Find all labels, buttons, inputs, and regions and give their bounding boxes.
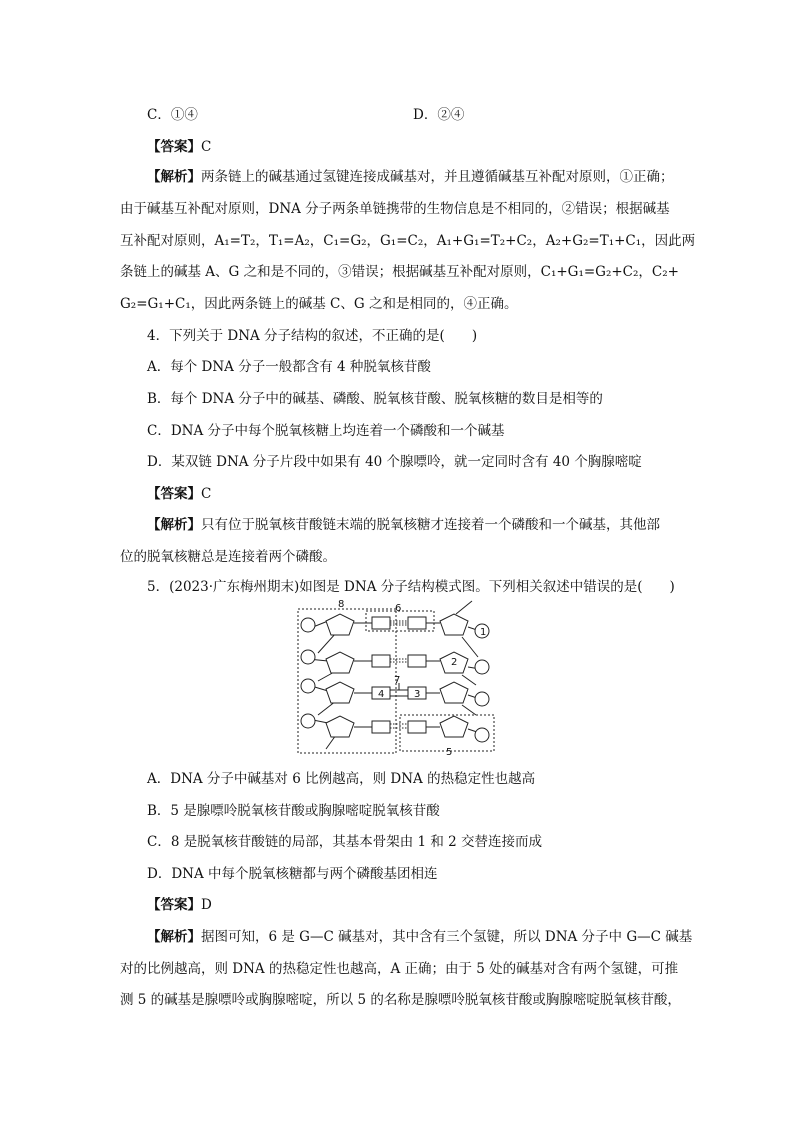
q5-stem: 5．(2023·广东梅州期末)如图是 DNA 分子结构模式图。下列相关叙述中错误的是( ) xyxy=(147,579,675,595)
label-7: 7 xyxy=(394,675,401,686)
analysis-text: 据图可知，6 是 G—C 碱基对，其中含有三个氢键，所以 DNA 分子中 G—C 碱基 xyxy=(201,929,693,945)
answer-tag: 【答案】 xyxy=(147,139,201,155)
answer-value: C xyxy=(201,139,212,155)
q4-analysis-line-1 xyxy=(147,516,660,534)
base-rect xyxy=(408,721,426,733)
label-2: 2 xyxy=(451,657,458,668)
q4-answer xyxy=(147,485,211,503)
phosphate-circle xyxy=(475,660,489,674)
q3-analysis-line-3: 互补配对原则，A₁=T₂，T₁=A₂，C₁=G₂，G₁=C₂，A₁+G₁=T₂+C₂，A₂+G₂=T₁+C₁，因此两 xyxy=(120,233,696,249)
q5-analysis-line-2: 对的比例越高，则 DNA 的热稳定性也越高，A 正确；由于 5 处的碱基对含有两个氢键，可推 xyxy=(120,961,679,977)
deoxyribose-pentagon xyxy=(440,682,468,703)
q3-analysis-line-2: 由于碱基互补配对原则，DNA 分子两条单链携带的生物信息是不相同的，②错误；根据碱基 xyxy=(120,201,670,217)
q5-option-d: D．DNA 中每个脱氧核糖都与两个磷酸基团相连 xyxy=(147,866,438,882)
phosphate-circle xyxy=(475,728,489,742)
answer-tag: 【答案】 xyxy=(147,486,201,502)
base-rect xyxy=(372,617,390,629)
answer-value: C xyxy=(201,486,212,502)
q5-analysis-line-3: 测 5 的碱基是腺嘌呤或胸腺嘧啶，所以 5 的名称是腺嘌呤脱氧核苷酸或胸腺嘧啶脱氧核苷酸， xyxy=(120,992,681,1008)
dna-structure-diagram xyxy=(296,597,496,757)
q4-option-a: A．每个 DNA 分子一般都含有 4 种脱氧核苷酸 xyxy=(147,359,431,375)
phosphate-circle xyxy=(301,618,315,632)
q3-option-d: D．②④ xyxy=(413,107,465,123)
label-8: 8 xyxy=(338,599,345,610)
q4-stem: 4．下列关于 DNA 分子结构的叙述，不正确的是( ) xyxy=(147,328,478,344)
phosphate-circle xyxy=(475,692,489,706)
deoxyribose-pentagon xyxy=(440,614,468,635)
phosphate-circle xyxy=(301,650,315,664)
q5-option-a: A．DNA 分子中碱基对 6 比例越高，则 DNA 的热稳定性也越高 xyxy=(147,771,536,787)
phosphate-circle xyxy=(301,679,315,693)
deoxyribose-pentagon xyxy=(326,682,354,703)
q3-analysis-line-1 xyxy=(147,168,674,186)
analysis-text: 只有位于脱氧核苷酸链末端的脱氧核糖才连接着一个磷酸和一个碱基，其他部 xyxy=(201,517,660,533)
q5-answer xyxy=(147,896,212,914)
deoxyribose-pentagon xyxy=(326,614,354,635)
q4-option-b: B．每个 DNA 分子中的碱基、磷酸、脱氧核苷酸、脱氧核糖的数目是相等的 xyxy=(147,391,603,407)
answer-value: D xyxy=(201,897,212,913)
answer-tag: 【答案】 xyxy=(147,897,201,913)
q3-analysis-line-4: 条链上的碱基 A、G 之和是不同的，③错误；根据碱基互补配对原则，C₁+G₁=G₂+C₂，C₂+ xyxy=(120,264,679,280)
analysis-tag: 【解析】 xyxy=(147,517,201,533)
label-1: 1 xyxy=(480,627,487,638)
q5-option-c: C．8 是脱氧核苷酸链的局部，其基本骨架由 1 和 2 交替连接而成 xyxy=(147,834,543,850)
q3-option-c: C．①④ xyxy=(147,107,198,123)
label-3: 3 xyxy=(414,689,421,700)
label-6: 6 xyxy=(395,603,402,614)
q4-option-c: C．DNA 分子中每个脱氧核糖上均连着一个磷酸和一个碱基 xyxy=(147,423,505,439)
base-rect xyxy=(372,655,390,667)
q3-answer xyxy=(147,138,211,156)
base-rect xyxy=(408,617,426,629)
label-4: 4 xyxy=(378,689,385,700)
phosphate-circle xyxy=(301,714,315,728)
analysis-tag: 【解析】 xyxy=(147,929,201,945)
analysis-tag: 【解析】 xyxy=(147,169,201,185)
label-5: 5 xyxy=(446,747,453,757)
analysis-text: 两条链上的碱基通过氢键连接成碱基对，并且遵循碱基互补配对原则，①正确； xyxy=(201,169,674,185)
q5-analysis-line-1 xyxy=(147,928,692,946)
deoxyribose-pentagon xyxy=(326,716,354,737)
q5-option-b: B．5 是腺嘌呤脱氧核苷酸或胸腺嘧啶脱氧核苷酸 xyxy=(147,803,440,819)
q4-analysis-line-2: 位的脱氧核糖总是连接着两个磷酸。 xyxy=(120,549,336,565)
deoxyribose-pentagon xyxy=(326,652,354,673)
q4-option-d: D．某双链 DNA 分子片段中如果有 40 个腺嘌呤，就一定同时含有 40 个胸腺嘧啶 xyxy=(147,454,642,470)
deoxyribose-pentagon xyxy=(440,716,468,737)
base-rect xyxy=(408,655,426,667)
q3-analysis-line-5: G₂=G₁+C₁，因此两条链上的碱基 C、G 之和是相同的，④正确。 xyxy=(120,296,518,312)
base-rect xyxy=(372,721,390,733)
